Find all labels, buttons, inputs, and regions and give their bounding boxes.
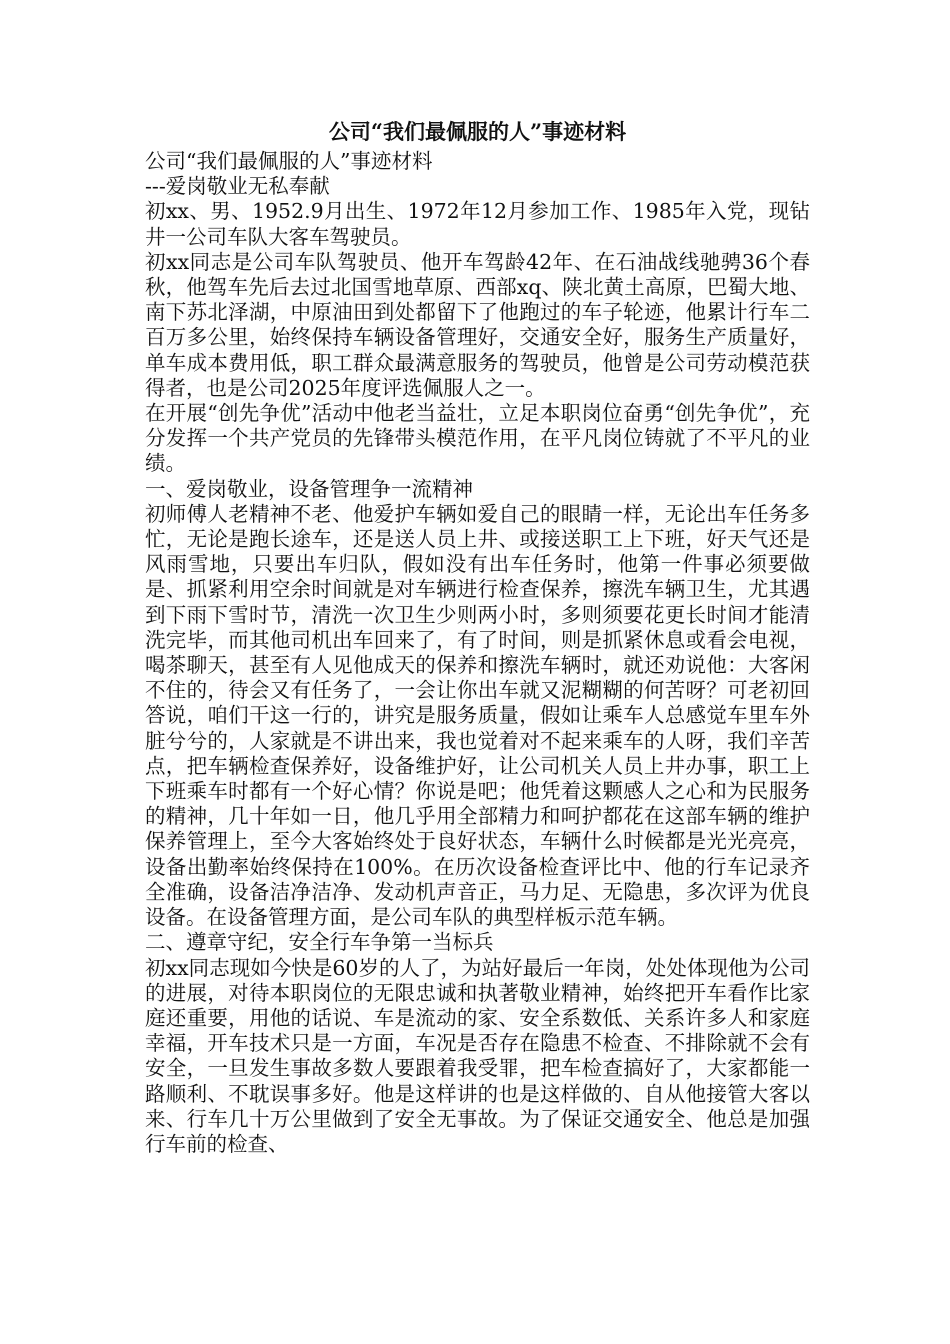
paragraph-section-1: 初师傅人老精神不老、他爱护车辆如爱自己的眼睛一样，无论出车任务多忙，无论是跑长途车，还是送人员上井、或接送职工上下班，好天气还是风雨雪地，只要出车归队，假如没有出车任务时，他第一件事必须要做是、抓紧利用空余时间就是对车辆进行检查保养，擦洗车辆卫生，尤其遇到下雨下雪时节，清洗一次卫生少则两小时，多则须要花更长时间才能清洗完毕，而其他司机出车回来了，有了时间，则是抓紧休息或看会电视，喝茶聊天，甚至有人见他成天的保养和擦洗车辆时，就还劝说他：大客闲不住的，待会又有任务了，一会让你出车就又泥糊糊的何苦呀？可老初回答说，咱们干这一行的，讲究是服务质量，假如让乘车人总感觉车里车外脏兮兮的，人家就是不讲出来，我也觉着对不起来乘车的人呀，我们辛苦点，把车辆检查保养好，设备维护好，让公司机关人员上井办事，职工上下班乘车时都有一个好心情？你说是吧；他凭着这颗感人之心和为民服务的精神，几十年如一日，他几乎用全部精力和呵护都花在这部车辆的维护保养管理上，至今大客始终处于良好状态，车辆什么时候都是光光亮亮，设备出勤率始终保持在100%。在历次设备检查评比中、他的行车记录齐全准确，设备洁净洁净、发动机声音正，马力足、无隐患，多次评为优良设备。在设备管理方面，是公司车队的典型样板示范车辆。	[145, 501, 810, 930]
paragraph-career: 初xx同志是公司车队驾驶员、他开车驾龄42年、在石油战线驰骋36个春秋，他驾车先后去过北国雪地草原、西部xq、陕北黄土高原，巴蜀大地、南下苏北泽湖，中原油田到处都留下了他跑过的车子轮迹，他累计行车二百万多公里，始终保持车辆设备管理好，交通安全好，服务生产质量好，单车成本费用低，职工群众最满意服务的驾驶员，他曾是公司劳动模范获得者，也是公司2025年度评选佩服人之一。	[145, 249, 810, 400]
paragraph-profile: 初xx、男、1952.9月出生、1972年12月参加工作、1985年入党，现钻井一公司车队大客车驾驶员。	[145, 199, 810, 249]
document-title: 公司“我们最佩服的人”事迹材料	[328, 119, 627, 144]
section-heading-1: 一、爱岗敬业，设备管理争一流精神	[145, 476, 473, 501]
section-heading-2: 二、遵章守纪，安全行车争第一当标兵	[145, 930, 494, 955]
paragraph-section-2: 初xx同志现如今快是60岁的人了，为站好最后一年岗，处处体现他为公司的进展，对待本职岗位的无限忠诚和执著敬业精神，始终把开车看作比家庭还重要，用他的话说、车是流动的家、安全系数低、关系许多人和家庭幸福，开车技术只是一方面，车况是否存在隐患不检查、不排除就不会有安全，一旦发生事故多数人要跟着我受罪，把车检查搞好了，大家都能一路顺利、不耽误事多好。他是这样讲的也是这样做的、自从他接管大客以来、行车几十万公里做到了安全无事故。为了保证交通安全、他总是加强行车前的检查、	[145, 955, 810, 1156]
paragraph-activity: 在开展“创先争优”活动中他老当益壮，立足本职岗位奋勇“创先争优”，充分发挥一个共产党员的先锋带头模范作用，在平凡岗位铸就了不平凡的业绩。	[145, 401, 810, 476]
paragraph-slogan: ---爱岗敬业无私奉献	[145, 174, 330, 199]
document-body	[145, 118, 810, 1157]
paragraph-subtitle: 公司“我们最佩服的人”事迹材料	[145, 149, 433, 173]
